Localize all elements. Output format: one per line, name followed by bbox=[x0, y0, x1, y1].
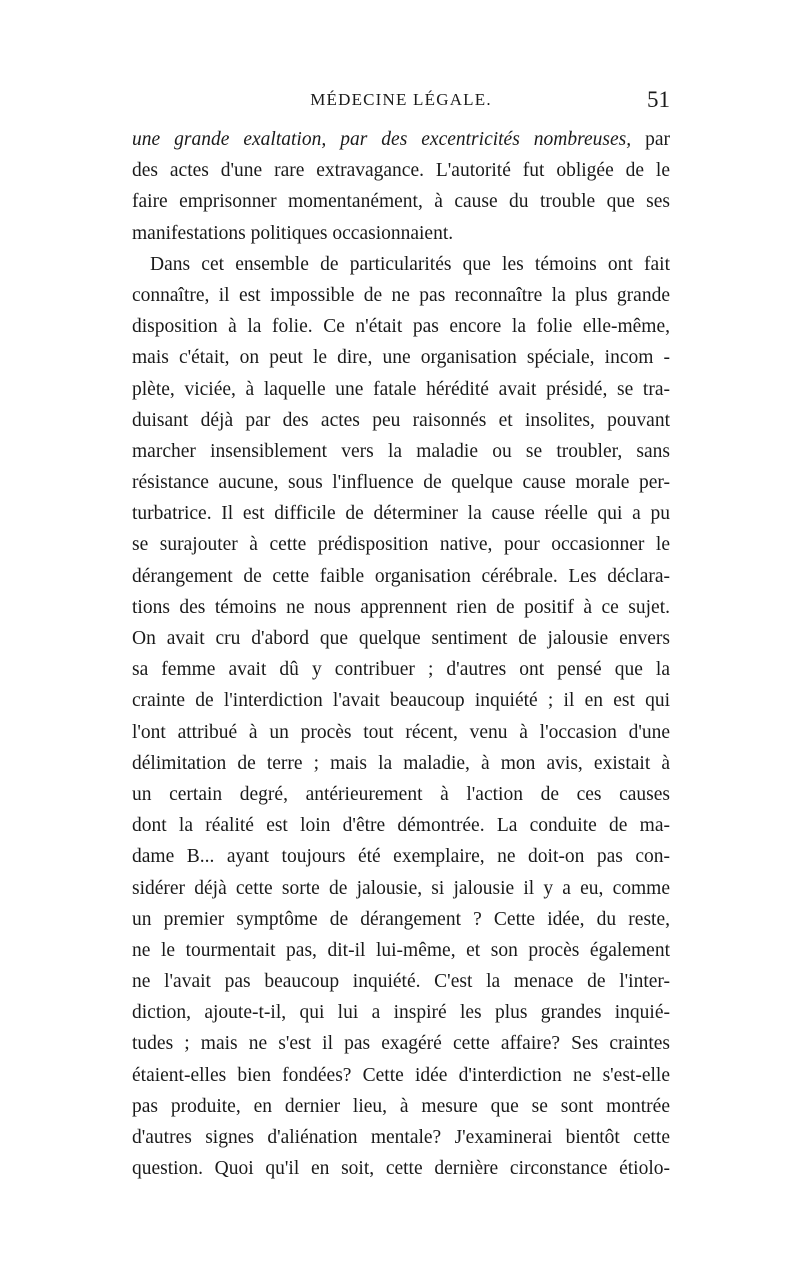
paragraph-2-line-2: connaître, il est impossible de ne pas reconnaître la plus grande bbox=[132, 284, 670, 306]
paragraph-2-line-11: dérangement de cette faible organisation cérébrale. Les déclara- bbox=[132, 565, 670, 587]
italic-opening-phrase: une grande exaltation, par des excentricités nombreuses, bbox=[132, 129, 632, 150]
paragraph-2-line-8: résistance aucune, sous l'influence de quelque cause morale per- bbox=[132, 472, 670, 494]
paragraph-1-line-1 bbox=[132, 124, 670, 155]
paragraph-2-line-5: plète, viciée, à laquelle une fatale hérédité avait présidé, se tra- bbox=[132, 378, 670, 400]
paragraph-2-line-10: se surajouter à cette prédisposition native, pour occasionner le bbox=[132, 534, 670, 556]
paragraph-2-line-24: ne l'avait pas beaucoup inquiété. C'est la menace de l'inter- bbox=[132, 971, 670, 993]
line-1-rest: par bbox=[645, 129, 671, 150]
paragraph-2-line-27: étaient-elles bien fondées? Cette idée d'interdiction ne s'est-elle bbox=[132, 1064, 670, 1086]
paragraph-1-line-2: des actes d'une rare extravagance. L'autorité fut obligée de le bbox=[132, 160, 670, 182]
paragraph-2-line-23: ne le tourmentait pas, dit-il lui-même, et son procès également bbox=[132, 939, 670, 961]
body-text bbox=[132, 124, 670, 1184]
paragraph-2-line-6: duisant déjà par des actes peu raisonnés et insolites, pouvant bbox=[132, 409, 670, 431]
paragraph-2-line-22: un premier symptôme de dérangement ? Cette idée, du reste, bbox=[132, 908, 670, 930]
paragraph-2-line-18: un certain degré, antérieurement à l'action de ces causes bbox=[132, 783, 670, 805]
paragraph-2-line-28: pas produite, en dernier lieu, à mesure que se sont montrée bbox=[132, 1095, 670, 1117]
paragraph-2-line-7: marcher insensiblement vers la maladie ou se troubler, sans bbox=[132, 440, 670, 462]
paragraph-2-line-14: sa femme avait dû y contribuer ; d'autres ont pensé que la bbox=[132, 659, 670, 681]
paragraph-2-line-12: tions des témoins ne nous apprennent rien de positif à ce sujet. bbox=[132, 596, 670, 618]
paragraph-2-line-26: tudes ; mais ne s'est il pas exagéré cette affaire? Ses craintes bbox=[132, 1033, 670, 1055]
page-number: 51 bbox=[647, 87, 670, 112]
paragraph-2-line-21: sidérer déjà cette sorte de jalousie, si jalousie il y a eu, comme bbox=[132, 877, 670, 899]
running-title: MÉDECINE LÉGALE. bbox=[310, 90, 492, 109]
paragraph-2-line-16: l'ont attribué à un procès tout récent, venu à l'occasion d'une bbox=[132, 721, 670, 743]
running-head bbox=[132, 87, 670, 120]
paragraph-2-line-15: crainte de l'interdiction l'avait beaucoup inquiété ; il en est qui bbox=[132, 690, 670, 712]
paragraph-2-line-20: dame B... ayant toujours été exemplaire, ne doit-on pas con- bbox=[132, 846, 670, 868]
paragraph-2-line-1: Dans cet ensemble de particularités que les témoins ont fait bbox=[150, 253, 670, 275]
paragraph-2-line-30: question. Quoi qu'il en soit, cette dernière circonstance étiolo- bbox=[132, 1158, 670, 1180]
paragraph-2-line-19: dont la réalité est loin d'être démontrée. La conduite de ma- bbox=[132, 815, 670, 837]
paragraph-2-line-25: diction, ajoute-t-il, qui lui a inspiré les plus grandes inquié- bbox=[132, 1002, 670, 1024]
paragraph-2-line-29: d'autres signes d'aliénation mentale? J'examinerai bientôt cette bbox=[132, 1127, 670, 1148]
paragraph-2-line-13: On avait cru d'abord que quelque sentiment de jalousie envers bbox=[132, 628, 670, 649]
paragraph-2-line-17: délimitation de terre ; mais la maladie, à mon avis, existait à bbox=[132, 752, 670, 774]
paragraph-2-line-3: disposition à la folie. Ce n'était pas encore la folie elle-même, bbox=[132, 316, 670, 338]
paragraph-2-line-4: mais c'était, on peut le dire, une organisation spéciale, incom - bbox=[132, 347, 670, 369]
paragraph-1-line-3: faire emprisonner momentanément, à cause du trouble que ses bbox=[132, 191, 670, 213]
paragraph-2-line-9: turbatrice. Il est difficile de déterminer la cause réelle qui a pu bbox=[132, 503, 670, 525]
paragraph-1-line-4: manifestations politiques occasionnaient. bbox=[132, 222, 454, 244]
